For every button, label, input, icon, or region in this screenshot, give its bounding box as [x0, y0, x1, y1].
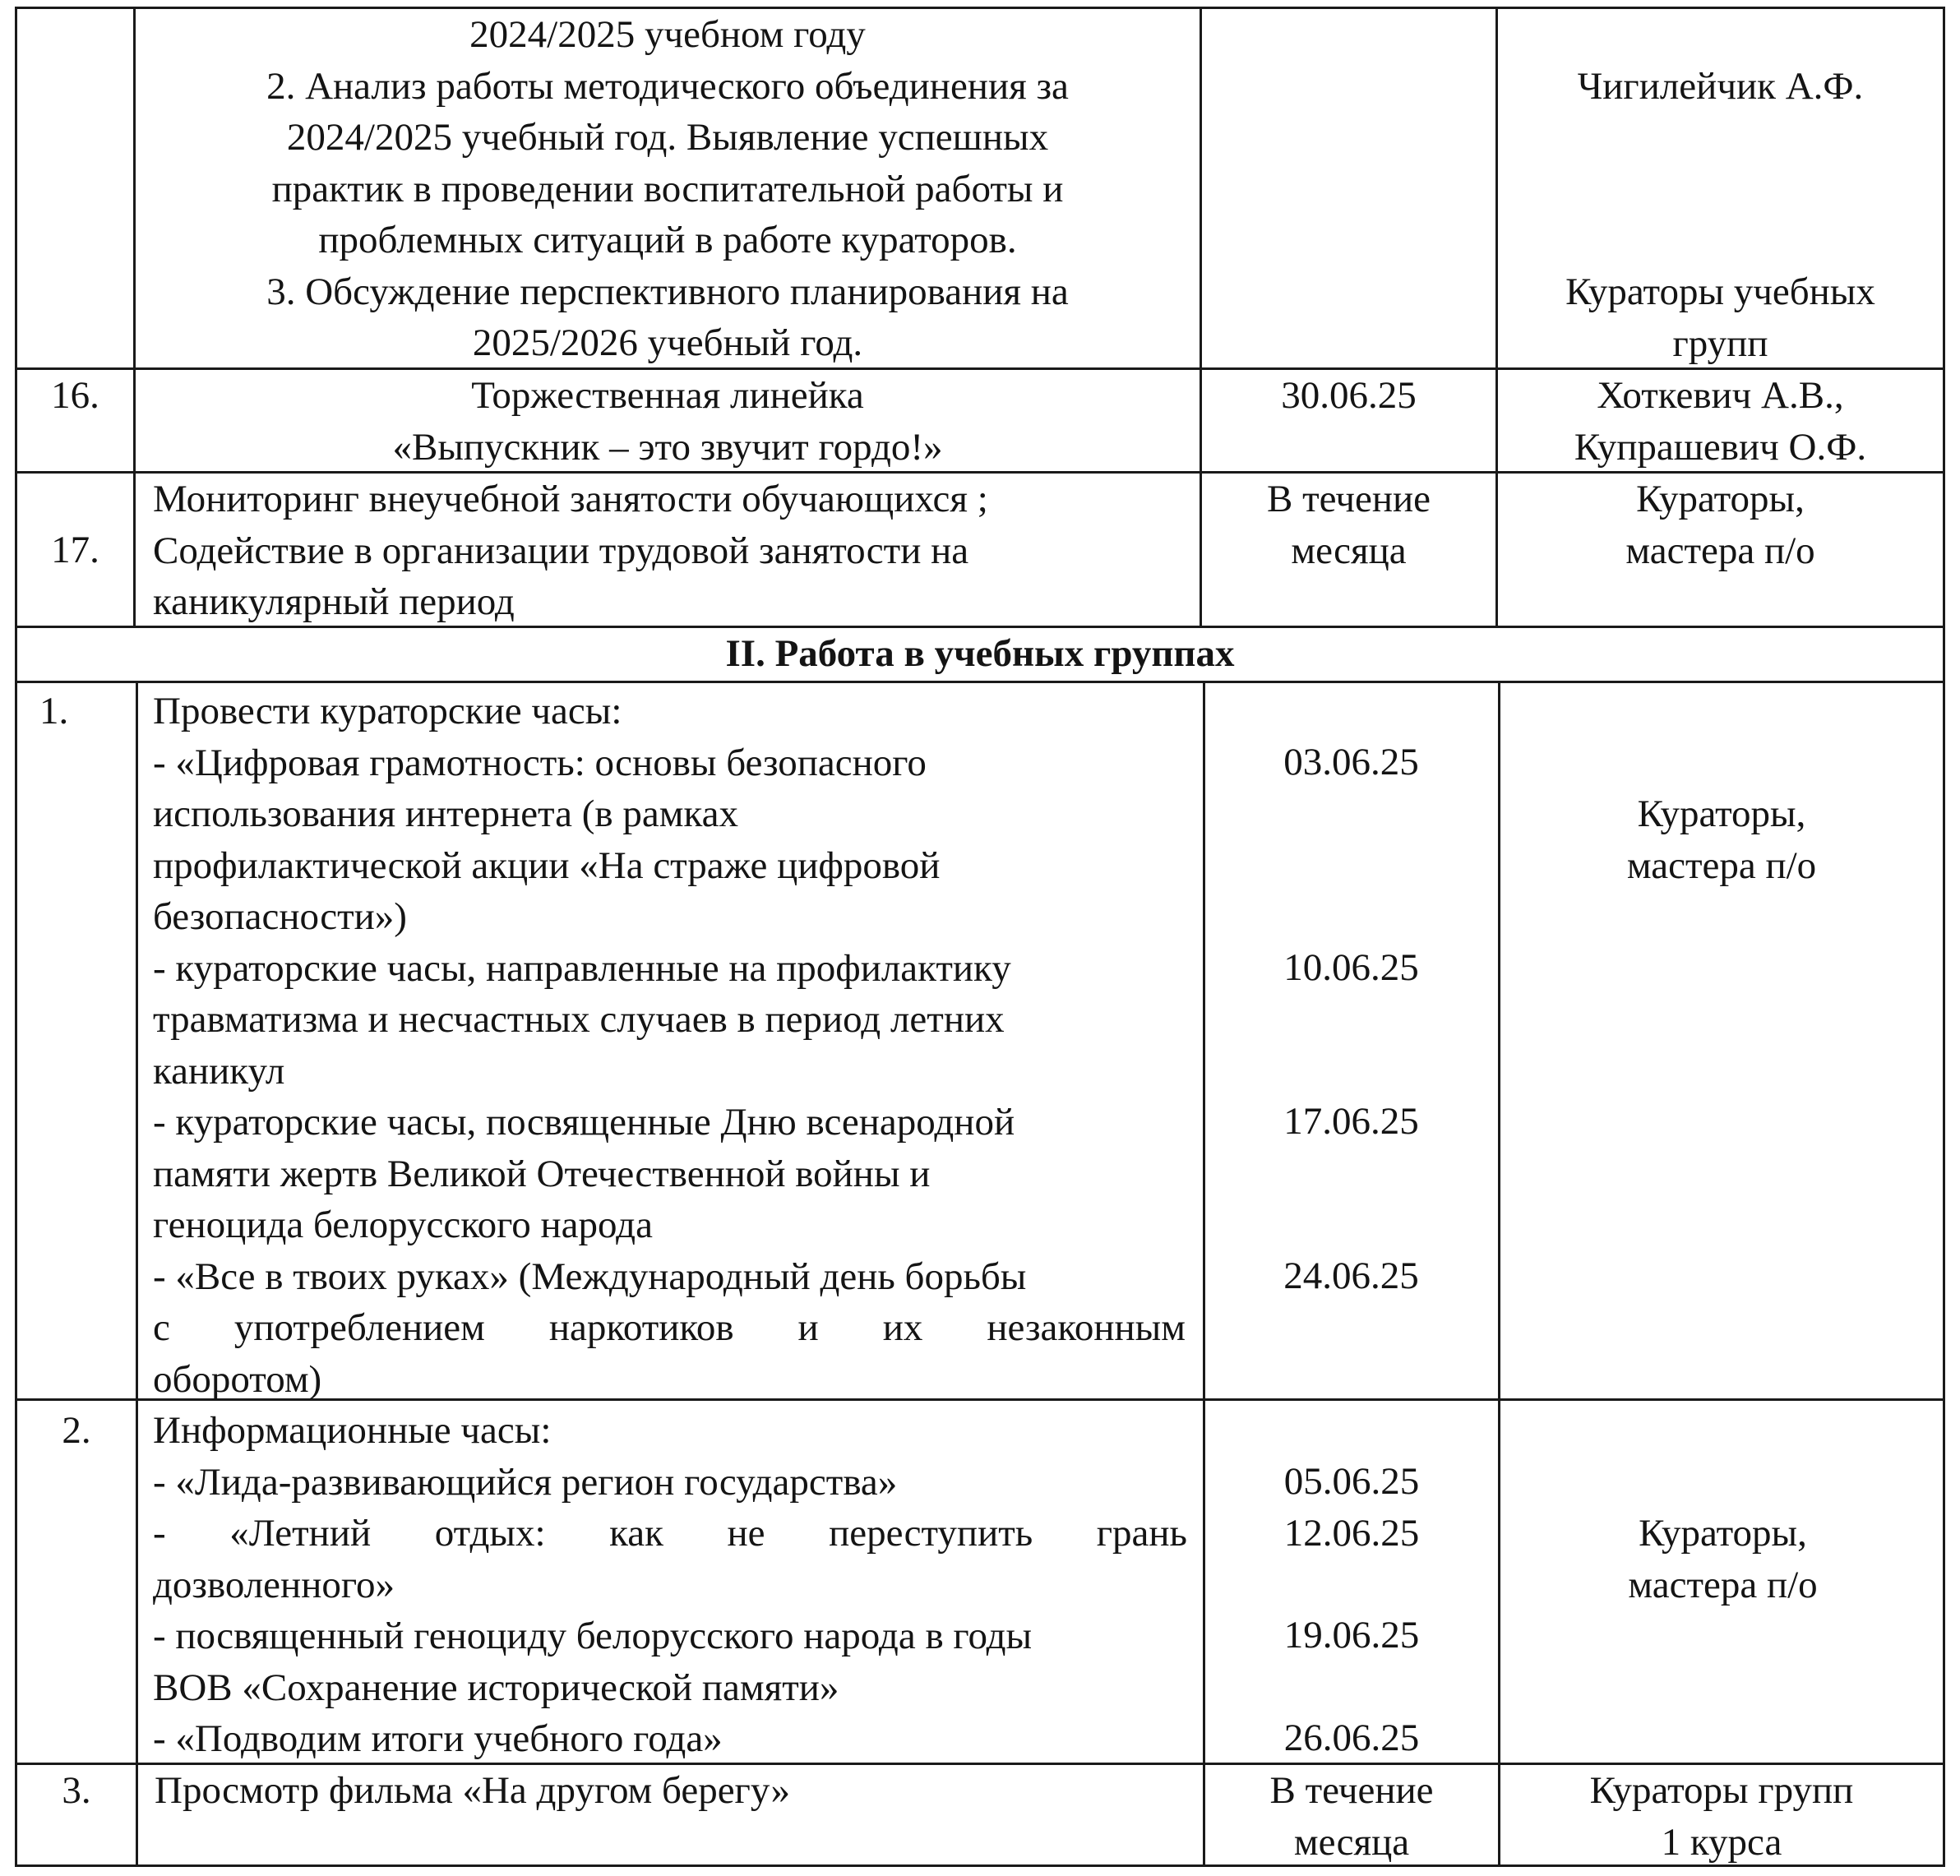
row-17-responsible: Кураторы, мастера п/о — [1625, 478, 1815, 572]
row-15-responsible-1: Чигилейчик А.Ф. — [1577, 65, 1864, 108]
s2-row-2-date-3: 19.06.25 — [1283, 1614, 1420, 1657]
row-16-responsible: Хоткевич А.В., Купрашевич О.Ф. — [1574, 374, 1867, 469]
s2-row-2-date-4: 26.06.25 — [1283, 1717, 1420, 1759]
s2-row-3-description: Просмотр фильма «На другом берегу» — [155, 1769, 790, 1812]
s2-row-3-date: В течение месяца — [1269, 1769, 1434, 1864]
s2-row-2-number: 2. — [62, 1409, 91, 1452]
s2-row-1-date-3: 17.06.25 — [1283, 1100, 1419, 1143]
row-16-date: 30.06.25 — [1281, 374, 1417, 417]
row-17-description: Мониторинг внеучебной занятости обучающихся ; Содействие в организации трудовой занятости на каникулярный период — [153, 478, 988, 623]
justified-line: с употреблением наркотиков и их незаконным — [153, 1306, 1186, 1349]
s2-row-2-date-2: 12.06.25 — [1283, 1512, 1420, 1555]
section-2-title: II. Работа в учебных группах — [725, 632, 1235, 675]
s2-row-3-number: 3. — [62, 1769, 91, 1812]
s2-row-1-date-2: 10.06.25 — [1283, 946, 1419, 989]
row-15-responsible-2: Кураторы учебных групп — [1565, 270, 1875, 365]
s2-row-1-date-1: 03.06.25 — [1283, 741, 1419, 783]
row-16-description: Торжественная линейка «Выпускник – это звучит гордо!» — [392, 374, 943, 469]
s2-row-2-date-1: 05.06.25 — [1283, 1460, 1420, 1503]
s2-row-2-responsible: Кураторы, мастера п/о — [1628, 1512, 1818, 1606]
s2-row-2-description: Информационные часы: - «Лида-развивающийся регион государства» - «Летний отдых: как не переступить грань дозволенного» - посвященный геноциду белорусского народа в годы ВОВ «Сохранение исторической памяти» - «Подводим итоги учебного года» — [153, 1409, 1187, 1760]
column-divider — [136, 681, 138, 1867]
s2-row-1-description: Провести кураторские часы: - «Цифровая грамотность: основы безопасного использования интернета (в рамках профилактической акции «На страже цифровой безопасности») - кураторские часы, направленные на профилактику травматизма и несчастных случаев в период летних каникул - кураторские часы, посвященные Дню всенародной памяти жертв Великой Отечественной войны и геноцида белорусского народа - «Все в твоих руках» (Международный день борьбы с употреблением наркотиков и их незаконным оборотом) — [153, 690, 1186, 1401]
s2-row-1-date-4: 24.06.25 — [1283, 1255, 1419, 1297]
column-divider — [15, 7, 17, 1867]
row-15-description: 2024/2025 учебном году 2. Анализ работы методического объединения за 2024/2025 учебный год. Выявление успешных практик в проведении воспитательной работы и проблемных ситуаций в работе кураторов. 3. Обсуждение перспективного планирования на 2025/2026 учебный год. — [266, 13, 1069, 364]
s2-row-3-responsible: Кураторы групп 1 курса — [1589, 1769, 1854, 1864]
row-16-number: 16. — [51, 374, 99, 417]
s2-row-1-responsible: Кураторы, мастера п/о — [1626, 792, 1817, 887]
s2-row-1-number: 1. — [39, 690, 69, 732]
justified-line: - «Летний отдых: как не переступить грань — [153, 1512, 1187, 1555]
row-17-number: 17. — [51, 529, 99, 571]
row-divider — [15, 681, 1945, 683]
row-17-date: В течение месяца — [1267, 478, 1431, 572]
